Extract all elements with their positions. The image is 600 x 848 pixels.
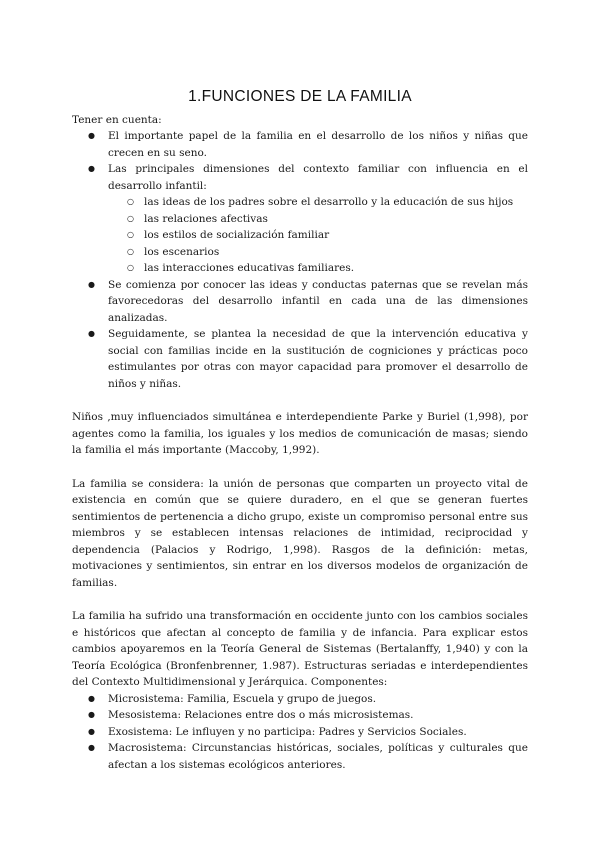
list-item (72, 161, 528, 277)
page-title: 1.FUNCIONES DE LA FAMILIA (188, 88, 412, 105)
components-list (72, 691, 528, 774)
list-item: ● Macrosistema: Circunstancias históricas, sociales, políticas y culturales que afectan a los sistemas ecológicos anteriores. (72, 740, 528, 773)
paragraph-transformation: La familia ha sufrido una transformación en occidente junto con los cambios sociales e históricos que afectan al concepto de familia y de infancia. Para explicar estos cambios apoyaremos en la Teoría General de Sistemas (Bertalanffy, 1,940) y con la Teoría Ecológica (Bronfenbrenner, 1.987). Estructuras seriadas e interdependientes del Contexto Multidimensional y Jerárquica. Componentes: (72, 610, 528, 688)
intro-label: Tener en cuenta: (72, 114, 162, 126)
list-item: ● Microsistema: Familia, Escuela y grupo de juegos. (72, 691, 528, 708)
paragraph-agents: Niños ,muy influenciados simultánea e interdependiente Parke y Buriel (1,998), por agentes como la familia, los iguales y los medios de comunicación de masas; siendo la familia el más importante (Maccoby, 1,992). (72, 411, 528, 456)
sub-list-item: ○ las interacciones educativas familiares. (72, 260, 528, 277)
list-item: ● Mesosistema: Relaciones entre dos o más microsistemas. (72, 707, 528, 724)
list-item: ● El importante papel de la familia en el desarrollo de los niños y niñas que crecen en su seno. (72, 128, 528, 161)
sub-list-item: ○ las relaciones afectivas (72, 211, 528, 228)
list-item-text: Las principales dimensiones del contexto familiar con influencia en el desarrollo infantil: (108, 163, 528, 192)
paragraph-definition: La familia se considera: la unión de personas que comparten un proyecto vital de existencia en común que se quiere duradero, en el que se generan fuertes sentimientos de pertenencia a dicho grupo, existe un compromiso personal entre sus miembros y se establecen intensas relaciones de intimidad, reciprocidad y dependencia (Palacios y Rodrigo, 1,998). Rasgos de la definición: metas, motivaciones y sentimientos, sin entrar en los diversos modelos de organización de familias. (72, 477, 528, 589)
sub-list-item: ○ los estilos de socialización familiar (72, 227, 528, 244)
sub-list-item: ○ los escenarios (72, 244, 528, 261)
list-item: ● Exosistema: Le influyen y no participa: Padres y Servicios Sociales. (72, 724, 528, 741)
main-bullet-list (72, 128, 528, 392)
sub-bullet-list (108, 194, 528, 277)
document-page (72, 88, 528, 773)
list-item: ● Seguidamente, se plantea la necesidad de que la intervención educativa y social con familias incide en la sustitución de cogniciones y prácticas poco estimulantes por otras con mayor capacidad para promover el desarrollo de niños y niñas. (72, 326, 528, 392)
sub-list-item: ○ las ideas de los padres sobre el desarrollo y la educación de sus hijos (72, 194, 528, 211)
list-item: ● Se comienza por conocer las ideas y conductas paternas que se revelan más favorecedoras del desarrollo infantil en cada una de las dimensiones analizadas. (72, 277, 528, 327)
